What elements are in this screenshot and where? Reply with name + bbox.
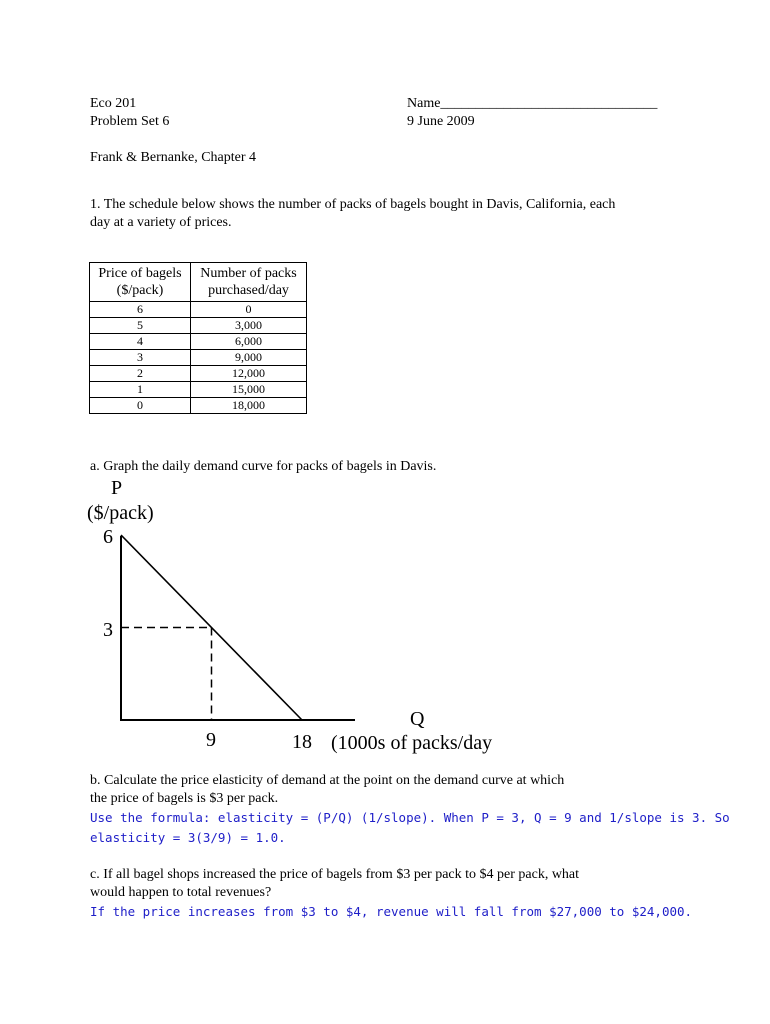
y-tick-label-6: 6 <box>103 526 113 548</box>
quantity-cell: 3,000 <box>191 318 307 334</box>
table-header-price-line2: ($/pack) <box>116 283 164 298</box>
date-label: 9 June 2009 <box>407 114 475 129</box>
part-c-answer-line1: If the price increases from $3 to $4, revenue will fall from $27,000 to $24,000. <box>90 904 693 919</box>
price-cell: 6 <box>90 302 191 318</box>
x-axis-label-units: (1000s of packs/day <box>331 732 493 754</box>
quantity-cell: 15,000 <box>191 382 307 398</box>
quantity-cell: 9,000 <box>191 350 307 366</box>
price-cell: 5 <box>90 318 191 334</box>
y-axis-label-p: P <box>111 477 123 499</box>
part-c-prompt-line2: would happen to total revenues? <box>90 885 272 900</box>
y-tick-label-3: 3 <box>103 619 113 641</box>
price-cell: 2 <box>90 366 191 382</box>
quantity-cell: 0 <box>191 302 307 318</box>
part-a-prompt: a. Graph the daily demand curve for packs of bagels in Davis. <box>90 459 437 474</box>
price-cell: 3 <box>90 350 191 366</box>
price-cell: 1 <box>90 382 191 398</box>
quantity-cell: 18,000 <box>191 398 307 414</box>
quantity-cell: 12,000 <box>191 366 307 382</box>
part-b-answer-line1: Use the formula: elasticity = (P/Q) (1/slope). When P = 3, Q = 9 and 1/slope is 3. So <box>90 810 730 825</box>
part-b-prompt-line1: b. Calculate the price elasticity of demand at the point on the demand curve at which <box>90 773 565 788</box>
part-c-prompt-line1: c. If all bagel shops increased the price of bagels from $3 per pack to $4 per pack, what <box>90 867 580 882</box>
chapter-reference: Frank & Bernanke, Chapter 4 <box>90 150 257 165</box>
x-axis-label-q: Q <box>410 708 425 730</box>
name-field-label: Name_______________________________ <box>407 96 658 111</box>
problem-set-label: Problem Set 6 <box>90 114 170 129</box>
table-header-quantity-line1: Number of packs <box>200 266 297 281</box>
question-1-text-line2: day at a variety of prices. <box>90 215 232 230</box>
table-header-price-line1: Price of bagels <box>98 266 182 281</box>
y-axis-label-units: ($/pack) <box>87 502 154 524</box>
price-cell: 0 <box>90 398 191 414</box>
price-cell: 4 <box>90 334 191 350</box>
x-tick-label-18: 18 <box>292 731 312 753</box>
part-b-answer-line2: elasticity = 3(3/9) = 1.0. <box>90 830 286 845</box>
question-1-text-line1: 1. The schedule below shows the number of packs of bagels bought in Davis, California, each <box>90 197 616 212</box>
course-title: Eco 201 <box>90 96 137 111</box>
part-b-prompt-line2: the price of bagels is $3 per pack. <box>90 791 279 806</box>
x-tick-label-9: 9 <box>206 729 216 751</box>
table-header-quantity-line2: purchased/day <box>208 283 289 298</box>
quantity-cell: 6,000 <box>191 334 307 350</box>
